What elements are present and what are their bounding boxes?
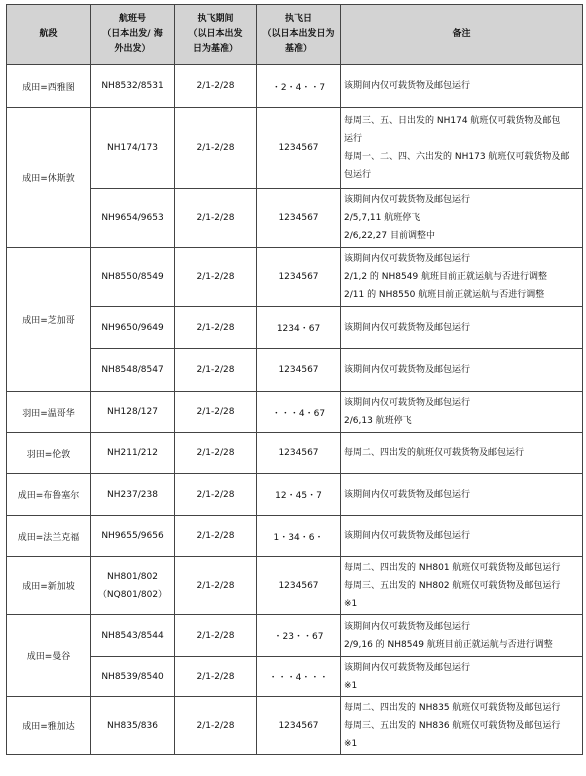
operation-period-cell: 2/1-2/28 — [175, 108, 257, 189]
flight-number-cell — [91, 474, 175, 516]
operation-days-cell: ・2・4・・7 — [257, 65, 341, 108]
notes-cell — [341, 557, 583, 615]
operation-days-cell: 1234567 — [257, 248, 341, 307]
notes-cell — [341, 349, 583, 392]
route-cell: 成田=休斯敦 — [7, 108, 91, 248]
route-cell: 成田=西雅图 — [7, 65, 91, 108]
flight-number-line: NH211/212 — [107, 448, 158, 458]
note-line: 该期间内仅可载货物及邮包运行 — [344, 195, 471, 205]
note-line: 2/6,22,27 目前调整中 — [344, 231, 435, 241]
note-line: 2/5,7,11 航班停飞 — [344, 213, 421, 223]
flight-number-line: NH8548/8547 — [101, 365, 164, 375]
table-row — [7, 189, 583, 248]
note-line: 该期间内仅可载货物及邮包运行 — [344, 254, 471, 264]
flight-number-cell — [91, 516, 175, 557]
notes-cell — [341, 108, 583, 189]
note-line: 该期间内仅可载货物及邮包运行 — [344, 531, 471, 541]
table-row — [7, 349, 583, 392]
flight-number-line: NH801/802 — [107, 571, 158, 582]
note-line: 2/6,13 航班停飞 — [344, 416, 412, 426]
route-cell: 羽田=伦敦 — [7, 433, 91, 474]
operation-days-cell: 1・34・6・ — [257, 516, 341, 557]
operation-days-cell: ・・・4・67 — [257, 392, 341, 433]
table-row — [7, 615, 583, 657]
note-line: 该期间内仅可载货物及邮包运行 — [344, 621, 471, 632]
flight-number-cell — [91, 189, 175, 248]
flight-number-line: （NQ801/802） — [97, 589, 168, 600]
note-line: 该期间内仅可载货物及邮包运行 — [344, 662, 471, 673]
header-route: 航段 — [7, 5, 91, 65]
note-line: 包运行 — [344, 170, 372, 180]
note-line: 每周三、五出发的 NH802 航班仅可载货物及邮包运行 — [344, 580, 561, 591]
flight-number-cell — [91, 108, 175, 189]
note-line: 每周二、四出发的 NH801 航班仅可载货物及邮包运行 — [344, 562, 561, 573]
operation-period-cell: 2/1-2/28 — [175, 516, 257, 557]
flight-number-cell — [91, 248, 175, 307]
route-cell: 成田=布鲁塞尔 — [7, 474, 91, 516]
notes-cell — [341, 657, 583, 697]
route-cell: 成田=芝加哥 — [7, 248, 91, 392]
flight-number-line: NH8532/8531 — [101, 81, 164, 91]
flight-number-line: NH835/836 — [107, 720, 158, 731]
table-row — [7, 516, 583, 557]
flight-schedule-table — [6, 4, 583, 755]
header-operation-days: 执飞日 （以日本出发日为 基准） — [257, 5, 341, 65]
header-operation-period: 执飞期间 （以日本出发 日为基准） — [175, 5, 257, 65]
flight-number-line: NH8539/8540 — [101, 671, 164, 682]
note-line: 该期间内仅可载货物及邮包运行 — [344, 81, 471, 91]
operation-period-cell: 2/1-2/28 — [175, 615, 257, 657]
note-line: 运行 — [344, 134, 363, 144]
flight-number-cell — [91, 65, 175, 108]
note-line: 该期间内仅可载货物及邮包运行 — [344, 365, 471, 375]
flight-number-line: NH9650/9649 — [101, 322, 164, 333]
operation-days-cell: 1234567 — [257, 557, 341, 615]
note-line: 该期间内仅可载货物及邮包运行 — [344, 398, 471, 408]
operation-period-cell: 2/1-2/28 — [175, 657, 257, 697]
header-notes: 备注 — [341, 5, 583, 65]
notes-cell — [341, 248, 583, 307]
flight-number-cell — [91, 307, 175, 349]
table-row — [7, 557, 583, 615]
flight-number-line: NH9655/9656 — [101, 531, 164, 541]
table-row — [7, 65, 583, 108]
operation-period-cell: 2/1-2/28 — [175, 392, 257, 433]
flight-number-cell — [91, 349, 175, 392]
operation-days-cell: 1234567 — [257, 189, 341, 248]
flight-number-line: NH8550/8549 — [101, 272, 164, 282]
flight-number-line: NH237/238 — [107, 489, 158, 500]
operation-days-cell: 1234567 — [257, 697, 341, 755]
notes-cell — [341, 392, 583, 433]
note-line: 每周三、五、日出发的 NH174 航班仅可载货物及邮包 — [344, 116, 561, 126]
note-line: ※1 — [344, 598, 358, 609]
table-row — [7, 392, 583, 433]
note-line: 该期间内仅可载货物及邮包运行 — [344, 322, 471, 333]
table-row — [7, 697, 583, 755]
header-flight-number: 航班号 （日本出发/ 海 外出发） — [91, 5, 175, 65]
operation-period-cell: 2/1-2/28 — [175, 65, 257, 108]
note-line: 该期间内仅可载货物及邮包运行 — [344, 489, 471, 500]
flight-number-line: NH174/173 — [107, 143, 158, 153]
flight-number-cell — [91, 657, 175, 697]
route-cell: 成田=新加坡 — [7, 557, 91, 615]
operation-days-cell: ・23・・67 — [257, 615, 341, 657]
operation-days-cell: 1234567 — [257, 108, 341, 189]
note-line: ※1 — [344, 680, 358, 691]
notes-cell — [341, 516, 583, 557]
operation-period-cell: 2/1-2/28 — [175, 474, 257, 516]
operation-period-cell: 2/1-2/28 — [175, 248, 257, 307]
notes-cell — [341, 615, 583, 657]
operation-days-cell: ・・・4・・・ — [257, 657, 341, 697]
table-row — [7, 657, 583, 697]
flight-number-cell — [91, 433, 175, 474]
route-cell: 成田=曼谷 — [7, 615, 91, 697]
note-line: ※1 — [344, 738, 358, 749]
operation-period-cell: 2/1-2/28 — [175, 349, 257, 392]
table-row — [7, 474, 583, 516]
note-line: 每周二、四出发的航班仅可载货物及邮包运行 — [344, 448, 525, 458]
flight-number-cell — [91, 392, 175, 433]
notes-cell — [341, 307, 583, 349]
flight-number-cell — [91, 615, 175, 657]
operation-days-cell: 1234567 — [257, 349, 341, 392]
note-line: 2/11 的 NH8550 航班目前正就运航与否进行调整 — [344, 290, 545, 300]
notes-cell — [341, 433, 583, 474]
route-cell: 羽田=温哥华 — [7, 392, 91, 433]
route-cell: 成田=法兰克福 — [7, 516, 91, 557]
operation-days-cell: 1234・67 — [257, 307, 341, 349]
notes-cell — [341, 65, 583, 108]
note-line: 每周三、五出发的 NH836 航班仅可载货物及邮包运行 — [344, 720, 561, 731]
flight-number-line: NH9654/9653 — [101, 213, 164, 223]
operation-period-cell: 2/1-2/28 — [175, 307, 257, 349]
note-line: 每周一、二、四、六出发的 NH173 航班仅可载货物及邮 — [344, 152, 570, 162]
flight-number-cell — [91, 697, 175, 755]
table-row — [7, 433, 583, 474]
operation-days-cell: 1234567 — [257, 433, 341, 474]
table-row — [7, 248, 583, 307]
table-body — [7, 65, 583, 755]
table-row — [7, 108, 583, 189]
note-line: 每周二、四出发的 NH835 航班仅可载货物及邮包运行 — [344, 702, 561, 713]
notes-cell — [341, 474, 583, 516]
route-cell: 成田=雅加达 — [7, 697, 91, 755]
table-row — [7, 307, 583, 349]
note-line: 2/1,2 的 NH8549 航班目前正就运航与否进行调整 — [344, 272, 548, 282]
operation-days-cell: 12・45・7 — [257, 474, 341, 516]
note-line: 2/9,16 的 NH8549 航班目前正就运航与否进行调整 — [344, 639, 553, 650]
flight-number-cell — [91, 557, 175, 615]
operation-period-cell: 2/1-2/28 — [175, 433, 257, 474]
flight-number-line: NH128/127 — [107, 407, 158, 417]
header-row — [7, 5, 583, 65]
operation-period-cell: 2/1-2/28 — [175, 557, 257, 615]
notes-cell — [341, 697, 583, 755]
notes-cell — [341, 189, 583, 248]
flight-number-line: NH8543/8544 — [101, 630, 164, 641]
operation-period-cell: 2/1-2/28 — [175, 697, 257, 755]
operation-period-cell: 2/1-2/28 — [175, 189, 257, 248]
